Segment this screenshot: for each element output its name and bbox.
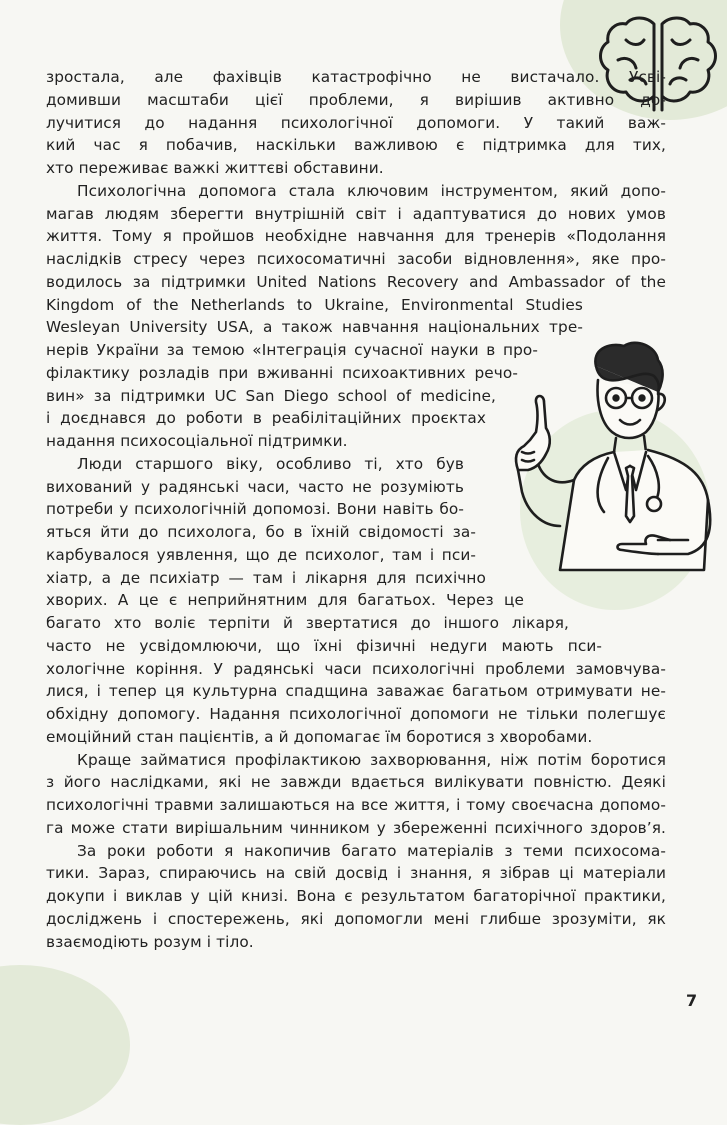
text-line: га може стати вирішальним чинником у збереженні психічного здоров’я. — [46, 818, 666, 837]
text-line: Wesleyan University USA, а також навчання національних тре- — [46, 318, 583, 337]
body-text — [46, 66, 666, 953]
text-line: емоційний стан пацієнтів, а й допомагає їм боротися з хворобами. — [46, 727, 593, 746]
text-line: взаємодіють розум і тіло. — [46, 932, 254, 951]
text-line: вихований у радянські часи, часто не розуміють — [46, 477, 464, 496]
text-line: Психологічна допомога стала ключовим інструментом, який допо- — [77, 181, 666, 200]
text-line: хворих. А це є неприйнятним для багатьох. Через це — [46, 591, 524, 610]
text-line: психологічні травми залишаються на все життя, і тому своєчасна допомо- — [46, 796, 666, 814]
text-line: карбувалося уявлення, що де психолог, там і пси- — [46, 545, 476, 564]
text-line: Люди старшого віку, особливо ті, хто був — [77, 454, 464, 473]
text-line: лися, і тепер ця культурна спадщина заважає багатьом отримувати не- — [46, 682, 666, 701]
text-line: потреби у психологічній допомозі. Вони навіть бо- — [46, 500, 464, 519]
page-number: 7 — [686, 991, 698, 1010]
decorative-blob-bottom-left — [0, 965, 130, 1125]
text-line: тики. Зараз, спираючись на свій досвід і знання, я зібрав ці матеріали — [46, 864, 666, 883]
text-line: домивши масштаби цієї проблеми, я вирішив активно до- — [46, 90, 666, 109]
text-line: досліджень і спостережень, які допомогли мені глибше зрозуміти, як — [46, 909, 666, 928]
text-line: часто не усвідомлюючи, що їхні фізичні недуги мають пси- — [46, 636, 602, 655]
text-line: лучитися до надання психологічної допомоги. У такий важ- — [46, 113, 666, 132]
text-line: надання психосоціальної підтримки. — [46, 432, 348, 450]
text-line: багато хто воліє терпіти й звертатися до іншого лікаря, — [46, 614, 569, 632]
text-line: кий час я побачив, наскільки важливою є підтримка для тих, — [46, 136, 666, 155]
text-line: хіатр, а де психіатр — там і лікарня для психічно — [46, 568, 486, 587]
text-line: магав людям зберегти внутрішній світ і адаптуватися до нових умов — [46, 204, 666, 223]
text-line: зростала, але фахівців катастрофічно не вистачало. Усві- — [46, 68, 666, 86]
text-line: і доєднався до роботи в реабілітаційних проєктах — [46, 409, 486, 428]
text-line: наслідків стресу через психосоматичні засоби відновлення», яке про- — [46, 250, 666, 268]
text-line: філактику розладів при вживанні психоактивних речо- — [46, 363, 518, 382]
text-line: хологічне коріння. У радянські часи психологічні проблеми замовчува- — [46, 659, 666, 678]
text-line: За роки роботи я накопичив багато матеріалів з теми психосома- — [77, 841, 666, 860]
text-line: Kingdom of the Netherlands to Ukraine, Environmental Studies — [46, 295, 583, 314]
text-line: Краще займатися профілактикою захворювання, ніж потім боротися — [77, 750, 666, 769]
text-line: обхідну допомогу. Надання психологічної допомоги не тільки полегшує — [46, 705, 666, 723]
text-line: нерів України за темою «Інтеграція сучасної науки в про- — [46, 341, 538, 359]
text-line: хто переживає важкі життєві обставини. — [46, 159, 384, 177]
text-line: докупи і виклав у цій книзі. Вона є результатом багаторічної практики, — [46, 887, 666, 905]
text-line: з його наслідками, які не завжди вдається вилікувати повністю. Деякі — [46, 773, 666, 792]
text-line: водилось за підтримки United Nations Recovery and Ambassador of the — [46, 272, 666, 291]
text-line: життя. Тому я пройшов необхідне навчання для тренерів «Подолання — [46, 227, 666, 246]
text-line: вин» за підтримки UC San Diego school of medicine, — [46, 386, 496, 405]
text-line: яться йти до психолога, бо в їхній свідомості за- — [46, 523, 476, 541]
